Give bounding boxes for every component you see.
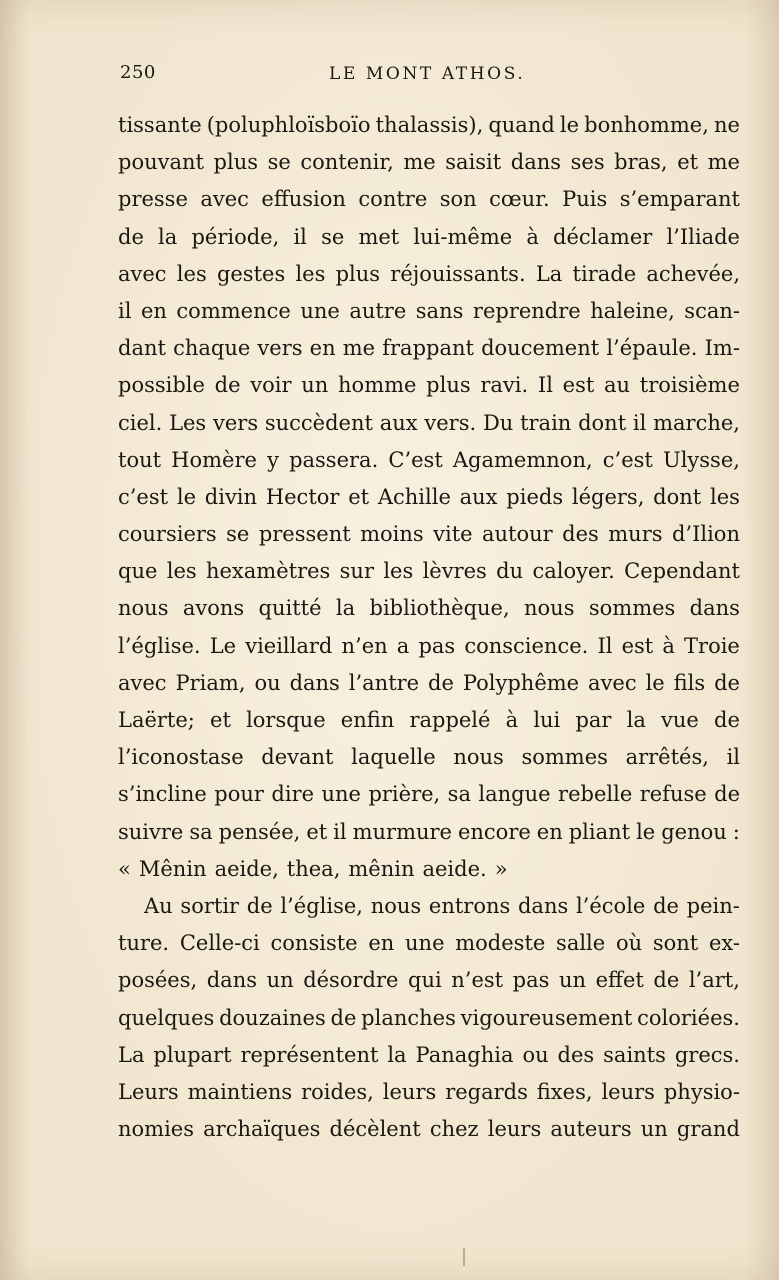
text-line: pouvant plus se contenir, me saisit dans ses bras, et me — [118, 150, 740, 175]
text-line: avec les gestes les plus réjouissants. La tirade achevée, — [118, 261, 740, 286]
page-header — [120, 62, 738, 92]
text-line: il en commence une autre sans reprendre haleine, scan- — [118, 298, 740, 323]
text-line: tout Homère y passera. C’est Agamemnon, c’est Ulysse, — [118, 447, 740, 472]
page-number: 250 — [120, 62, 156, 83]
text-line: nomies archaïques décèlent chez leurs auteurs un grand — [118, 1117, 740, 1142]
text-line: tissante (poluphloïsboïo thalassis), quand le bonhomme, ne — [118, 113, 740, 137]
text-line: posées, dans un désordre qui n’est pas un effet de l’art, — [118, 968, 740, 993]
text-line: l’iconostase devant laquelle nous sommes arrêtés, il — [118, 745, 740, 770]
text-line: ciel. Les vers succèdent aux vers. Du train dont il marche, — [118, 410, 740, 435]
text-line: suivre sa pensée, et il murmure encore en pliant le genou : — [118, 819, 740, 844]
text-line: s’incline pour dire une prière, sa langue rebelle refuse de — [118, 782, 740, 807]
text-line: ture. Celle-ci consiste en une modeste salle où sont ex- — [118, 931, 740, 956]
text-line: c’est le divin Hector et Achille aux pieds légers, dont les — [118, 484, 740, 509]
text-line: possible de voir un homme plus ravi. Il est au troisième — [118, 373, 740, 398]
text-line: de la période, il se met lui-même à déclamer l’Iliade — [118, 224, 740, 249]
running-head: LE MONT ATHOS. — [329, 64, 526, 84]
text-line: presse avec effusion contre son cœur. Puis s’emparant — [118, 187, 740, 212]
text-line: l’église. Le vieillard n’en a pas conscience. Il est à Troie — [118, 633, 740, 658]
text-line: La plupart représentent la Panaghia ou des saints grecs. — [118, 1042, 740, 1067]
text-line: que les hexamètres sur les lèvres du caloyer. Cependant — [118, 559, 740, 584]
text-line: dant chaque vers en me frappant doucement l’épaule. Im- — [118, 336, 740, 361]
text-line: Laërte; et lorsque enfin rappelé à lui par la vue de — [118, 708, 740, 732]
text-line: Au sortir de l’église, nous entrons dans l’école de pein- — [144, 893, 740, 918]
text-line: « Mênin aeide, thea, mênin aeide. » — [118, 856, 508, 881]
text-line: avec Priam, ou dans l’antre de Polyphême avec le fils de — [118, 670, 740, 695]
text-line: nous avons quitté la bibliothèque, nous sommes dans — [118, 596, 740, 621]
text-line: coursiers se pressent moins vite autour des murs d’Ilion — [118, 522, 740, 547]
paper-mark — [463, 1248, 465, 1266]
text-line: quelques douzaines de planches vigoureusement coloriées. — [118, 1005, 740, 1030]
text-line: Leurs maintiens roides, leurs regards fixes, leurs physio- — [118, 1079, 740, 1104]
body-text — [118, 107, 740, 1148]
